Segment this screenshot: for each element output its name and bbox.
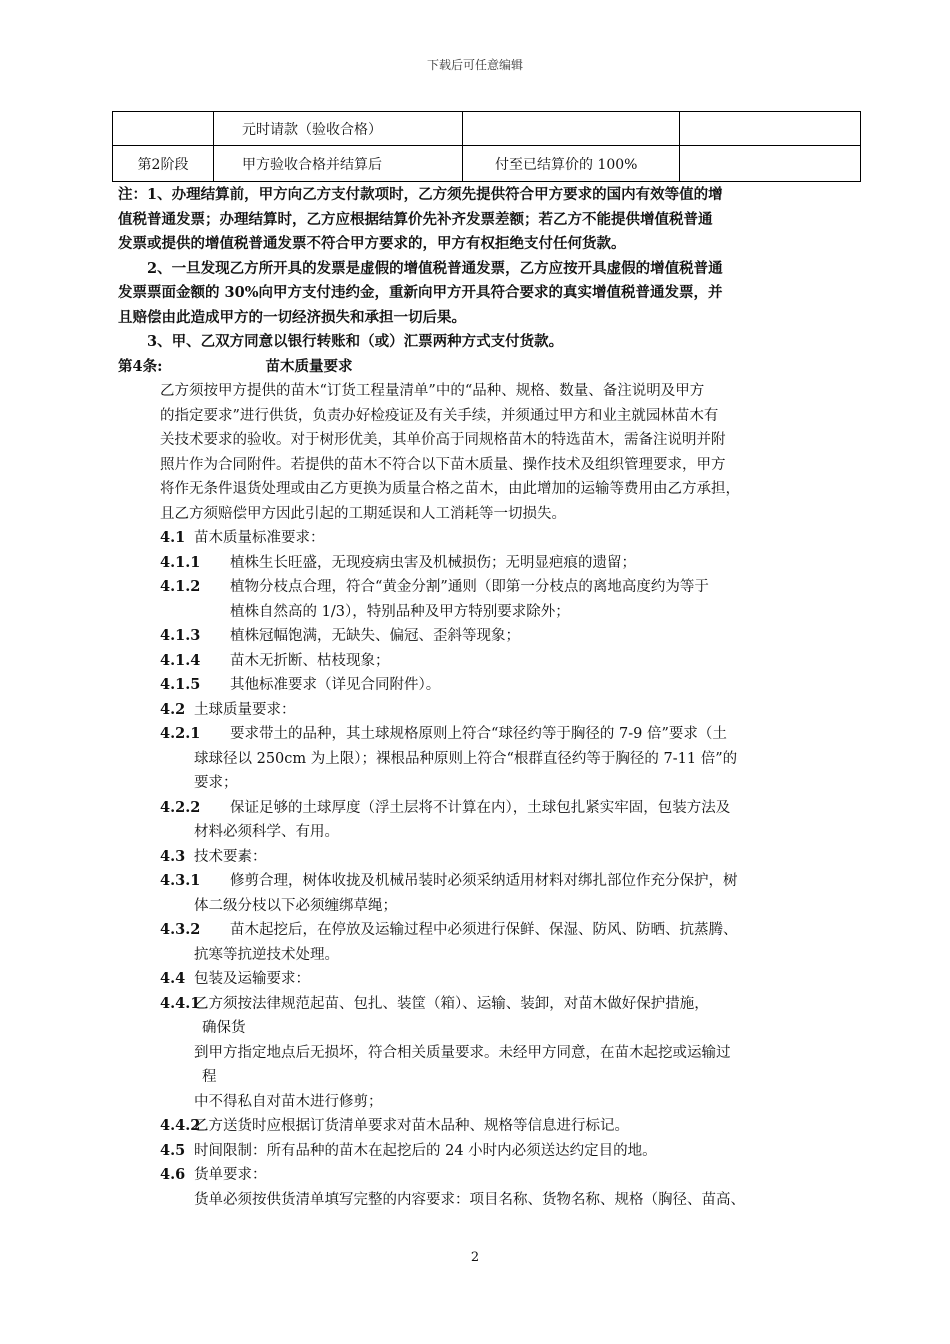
item-text: 植物分枝点合理，符合“黄金分割”通则（即第一分枝点的离地高度约为等于 [230, 579, 709, 595]
item-4-4-2 [118, 1114, 838, 1139]
item-text: 乙方送货时应根据订货清单要求对苗木品种、规格等信息进行标记。 [194, 1118, 629, 1134]
item-text: 苗木起挖后，在停放及运输过程中必须进行保鲜、保湿、防风、防晒、抗蒸腾、 [230, 922, 738, 938]
section-number: 4.1 [160, 529, 186, 546]
item-4-1-2-cont: 植株自然高的 1/3），特别品种及甲方特别要求除外； [230, 603, 570, 620]
item-number: 4.4.2 [160, 1117, 201, 1134]
table-cell: 第2阶段 [113, 146, 214, 182]
note-2-line: 发票票面金额的 30%向甲方支付违约金，重新向甲方开具符合要求的真实增值税普通发票，并 [118, 284, 723, 301]
section-text: 土球质量要求： [194, 701, 296, 718]
table-row [113, 112, 861, 146]
section-text: 技术要素： [194, 848, 267, 865]
item-number: 4.1.1 [160, 553, 201, 571]
section-text: 包装及运输要求： [194, 971, 310, 987]
item-4-4-1-cont: 中不得私自对苗木进行修剪； [194, 1093, 383, 1110]
article-title: 苗木质量要求 [265, 357, 353, 375]
intro-line: 将作无条件退货处理或由乙方更换为质量合格之苗木，由此增加的运输等费用由乙方承担， [160, 481, 740, 497]
intro-line: 且乙方须赔偿甲方因此引起的工期延误和人工消耗等一切损失。 [160, 505, 566, 522]
item-4-1-1 [118, 551, 838, 576]
item-4-3-1 [118, 869, 838, 894]
item-text: 植株冠幅饱满，无缺失、偏冠、歪斜等现象； [230, 628, 520, 644]
item-4-2-2-cont: 材料必须科学、有用。 [194, 824, 339, 840]
table-cell: 付至已结算价的 100% [463, 146, 680, 182]
item-text: 乙方须按法律规范起苗、包扎、装筐（箱）、运输、装卸，对苗木做好保护措施， [194, 995, 709, 1012]
note-2-line: 且赔偿由此造成甲方的一切经济损失和承担一切后果。 [118, 308, 466, 326]
note-1-line: 注：1、办理结算前，甲方向乙方支付款项时，乙方须先提供符合甲方要求的国内有效等值的增 [118, 186, 723, 203]
note-1-line: 发票或提供的增值税普通发票不符合甲方要求的，甲方有权拒绝支付任何货款。 [118, 235, 626, 252]
item-4-2-1-cont: 要求； [194, 775, 238, 791]
table-cell [680, 146, 861, 182]
article-label: 第4条: [118, 357, 163, 375]
item-4-4-1-cont: 到甲方指定地点后无损坏，符合相关质量要求。未经甲方同意，在苗木起挖或运输过 [194, 1044, 731, 1061]
section-number: 4.2 [160, 700, 186, 718]
item-4-4-1-cont: 程 [202, 1069, 217, 1085]
intro-line: 乙方须按甲方提供的苗木“订货工程量清单”中的“品种、规格、数量、备注说明及甲方 [160, 383, 705, 399]
intro-line: 的指定要求”进行供货，负责办好检疫证及有关手续，并须通过甲方和业主就园林苗木有 [160, 407, 719, 424]
table-cell: 甲方验收合格并结算后 [214, 146, 463, 182]
item-4-3-1-cont: 体二级分枝以下必须缠绑草绳； [194, 897, 397, 914]
item-number: 4.1.5 [160, 676, 201, 693]
item-4-1-3 [118, 624, 838, 649]
item-number: 4.1.2 [160, 578, 201, 595]
page-number: 2 [470, 1250, 480, 1265]
section-text: 货单要求： [194, 1167, 267, 1183]
table-row [113, 146, 861, 182]
item-4-3-2-cont: 抗寒等抗逆技术处理。 [194, 946, 339, 963]
item-text: 其他标准要求（详见合同附件）。 [230, 677, 441, 693]
item-text: 修剪合理，树体收拢及机械吊装时必须采纳适用材料对绑扎部位作充分保护，树 [230, 873, 738, 889]
note-2-line: 2、一旦发现乙方所开具的发票是虚假的增值税普通发票，乙方应按开具虚假的增值税普通 [147, 259, 723, 277]
intro-line: 照片作为合同附件。若提供的苗木不符合以下苗木质量、操作技术及组织管理要求，甲方 [160, 456, 726, 473]
table-cell [680, 112, 861, 146]
item-text: 保证足够的土球厚度（浮土层将不计算在内），土球包扎紧实牢固，包装方法及 [230, 799, 731, 816]
intro-line: 关技术要求的验收。对于树形优美，其单价高于同规格苗木的特选苗木，需备注说明并附 [160, 432, 726, 448]
item-4-2-1-cont: 球球径以 250cm 为上限）；裸根品种原则上符合“根群直径约等于胸径的 7-11 倍”的 [194, 750, 738, 767]
section-4-6-cont: 货单必须按供货清单填写完整的内容要求：项目名称、货物名称、规格（胸径、苗高、 [194, 1191, 745, 1208]
item-number: 4.4.1 [160, 994, 201, 1012]
document-body [118, 183, 838, 1212]
item-text: 苗木无折断、枯枝现象； [230, 652, 390, 669]
item-4-4-1-cont: 确保货 [202, 1020, 246, 1036]
item-number: 4.3.1 [160, 872, 201, 889]
item-4-1-2 [118, 575, 838, 600]
item-number: 4.1.4 [160, 651, 201, 669]
section-4-4 [118, 967, 838, 992]
section-number: 4.4 [160, 970, 186, 987]
item-4-4-1 [118, 992, 838, 1017]
note-3: 3、甲、乙双方同意以银行转账和（或）汇票两种方式支付货款。 [147, 333, 564, 350]
item-4-1-4 [118, 649, 838, 674]
item-4-1-5 [118, 673, 838, 698]
item-number: 4.2.1 [160, 725, 201, 742]
section-4-3 [118, 845, 838, 870]
item-number: 4.2.2 [160, 798, 201, 816]
section-text: 苗木质量标准要求： [194, 530, 325, 546]
item-number: 4.1.3 [160, 627, 201, 644]
item-text: 要求带土的品种，其土球规格原则上符合“球径约等于胸径的 7-9 倍”要求（土 [230, 726, 727, 742]
item-number: 4.3.2 [160, 921, 201, 938]
section-text: 时间限制：所有品种的苗木在起挖后的 24 小时内必须送达约定目的地。 [194, 1142, 657, 1159]
item-4-3-2 [118, 918, 838, 943]
table-cell [463, 112, 680, 146]
section-4-5 [118, 1139, 838, 1164]
payment-table [112, 111, 861, 182]
note-1-line: 值税普通发票；办理结算时，乙方应根据结算价先补齐发票差额；若乙方不能提供增值税普通 [118, 210, 713, 228]
table-cell: 元时请款（验收合格） [214, 112, 463, 146]
section-number: 4.6 [160, 1166, 186, 1183]
section-number: 4.3 [160, 847, 186, 865]
item-4-2-2 [118, 796, 838, 821]
section-4-1 [118, 526, 838, 551]
section-number: 4.5 [160, 1141, 186, 1159]
page-header: 下载后可任意编辑 [426, 58, 523, 72]
item-text: 植株生长旺盛，无现疫病虫害及机械损伤；无明显疤痕的遗留； [230, 554, 636, 571]
section-4-2 [118, 698, 838, 723]
table-cell [113, 112, 214, 146]
article-heading [118, 355, 838, 380]
section-4-6 [118, 1163, 838, 1188]
item-4-2-1 [118, 722, 838, 747]
